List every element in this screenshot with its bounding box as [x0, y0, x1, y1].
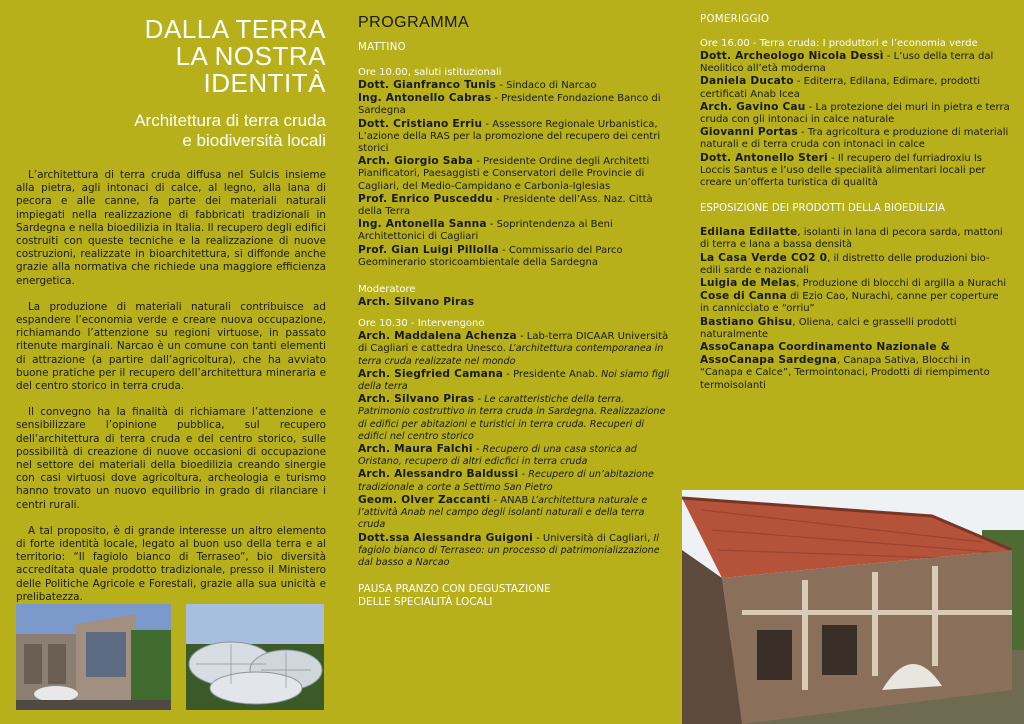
speaker-name: Arch. Gavino Cau — [700, 100, 806, 113]
speaker-entry — [358, 443, 674, 468]
speaker-name: Dott.ssa Alessandra Guigoni — [358, 531, 533, 544]
speaker-role: - Editerra, Edilana, Edimare, prodotti certificati Anab Icea — [700, 76, 981, 100]
speaker-entry — [358, 155, 674, 193]
speaker-role: - Presidente Fondazione Banco di Sardegna — [358, 93, 661, 117]
speaker-entry — [358, 218, 674, 243]
speaker-name: Giovanni Portas — [700, 126, 798, 139]
morning-label: MATTINO — [358, 42, 406, 53]
exhibitor-name: Bastiano Ghisu — [700, 315, 793, 328]
speaker-role: - La protezione dei muri in pietra e terra cruda con gli intonaci in calce naturale — [700, 101, 1010, 126]
speaker-role: - ANAB — [490, 494, 532, 506]
exhibitor-desc: , Oliena, calci e grasselli prodotti naturalmente — [700, 316, 957, 340]
exhibitor-name: AssoCanapa Coordinamento Nazionale & AssoCanapa Sardegna — [700, 341, 951, 367]
lunch-break-note — [358, 583, 674, 609]
exhibitor-desc: , isolanti in lana di pecora sarda, mattoni di terra e lana a bassa densità — [700, 227, 1003, 251]
speaker-role: - Assessore Regionale Urbanistica, L’azione della RAS per la promozione del recupero dei centri storici — [358, 118, 661, 155]
exhibitor-desc: , il distretto delle produzioni bio-edili sarde e nazionali — [700, 252, 990, 276]
speaker-entry — [700, 75, 1010, 100]
eden-domes-photo — [186, 604, 324, 710]
talk-title: Recupero di un’abitazione tradizionale a corte a Settimo San Pietro — [358, 469, 654, 493]
speaker-name: Arch. Alessandro Baldussi — [358, 468, 519, 481]
speaker-entry — [358, 244, 674, 269]
exhibitor-entry — [700, 226, 1010, 251]
speaker-name: Geom. Olver Zaccanti — [358, 493, 491, 506]
speaker-name: Dott. Antonello Steri — [700, 151, 828, 164]
speaker-role: - Presidente Anab. — [503, 368, 602, 380]
speaker-name: Arch. Silvano Piras — [358, 393, 475, 406]
speaker-entry — [358, 193, 674, 218]
speaker-name: Prof. Enrico Pusceddu — [358, 192, 493, 205]
speaker-name: Daniela Ducato — [700, 75, 794, 88]
subtitle-line: Architettura di terra cruda — [134, 111, 326, 130]
title-line: IDENTITÀ — [203, 68, 326, 98]
speaker-role: - Soprintendenza ai Beni Architettonici di Cagliari — [358, 219, 613, 243]
session-label: Ore 10.00, saluti istituzionali — [358, 67, 502, 78]
exhibitor-entry — [700, 341, 1010, 392]
exhibitor-name: Cose di Canna — [700, 290, 787, 303]
speaker-role: - Università di Cagliari, — [532, 532, 654, 544]
exhibitor-entry — [700, 316, 1010, 341]
speaker-name: Prof. Gian Luigi Pillolla — [358, 243, 499, 256]
brochure-subtitle — [16, 111, 326, 151]
speaker-entry — [700, 126, 1010, 151]
speaker-role: - — [518, 469, 529, 481]
speaker-entry — [358, 532, 674, 570]
intro-paragraph: L’architettura di terra cruda diffusa nel Sulcis insieme alla pietra, agli intonaci di calce, al legno, alla lana di pecora e alle canne, fa parte dei materiali naturali impiegati nella realizzazione di fabbricati tradizionali in Sardegna e nella bioedilizia in Italia. Il recupero degli edifici costruiti con queste tecniche e la realizzazione di nuove costruzioni, realizzate in bioarchitettura, si diffonde anche grazie alla normativa che richiede una maggiore efficienza energetica. — [16, 169, 326, 287]
moderator-name: Arch. Silvano Piras — [358, 296, 475, 309]
speaker-role: - Sindaco di Narcao — [496, 80, 597, 91]
exhibitor-desc: , Produzione di blocchi di argilla a Nurachi — [796, 278, 1007, 290]
speaker-name: Dott. Cristiano Erriu — [358, 117, 483, 130]
intro-paragraph: A tal proposito, è di grande interesse un altro elemento di forte identità locale, legato al buon uso della terra e al territorio: “Il fagiolo bianco di Terraseo”, bio diversità accreditata quale prodotto tradizionale, presso il Ministero delle Politiche Agricole e Forestali, grazie alla sua unicità e prelibatezza. — [16, 524, 326, 603]
speaker-entry — [700, 50, 1010, 75]
speaker-entry — [358, 92, 674, 117]
speaker-role: - Commissario del Parco Geominerario storicoambientale della Sardegna — [358, 244, 623, 268]
talk-title: Le caratteristiche della terra. Patrimonio costruttivo in terra cruda in Sardegna. Realizzazione di edifici per abitazioni e turistici in terra cruda. Recuperi di edifici nel centro storico — [358, 394, 666, 442]
speaker-role: - Lab-terra DICAAR Università di Cagliari e cattedra Unesco. — [358, 331, 669, 355]
moderator-entry — [358, 296, 674, 309]
closing-line: DELLE SPECIALITÀ LOCALI — [358, 596, 493, 609]
speaker-entry — [358, 118, 674, 156]
talk-title: Il fagiolo bianco di Terraseo: un processo di patrimonializzazione dal basso a Narcao — [358, 532, 660, 568]
speaker-role: - — [472, 444, 483, 456]
intro-paragraph: Il convegno ha la finalità di richiamare l’attenzione e sensibilizzare l’opinione pubblica, sul recupero dell’architettura di terra cruda e del centro storico, sulle possibilità di creazione di nuove occasioni di occupazione nel settore dei materiali della bioedilizia creando sinergie con casi virtuosi dove agricoltura, archeologia e turismo hanno trovato un nuovo equilibrio in grado di rilanciare i centri rurali. — [16, 406, 326, 511]
speaker-role: - — [474, 394, 485, 406]
building-photo — [16, 604, 171, 710]
speaker-entry — [700, 101, 1010, 126]
speaker-entry — [358, 494, 674, 532]
session-label: Ore 10.30 - Intervengono — [358, 318, 485, 330]
program-column — [352, 0, 684, 724]
speaker-role: - Il recupero del furriadroxiu Is Loccis Santus e l’uso delle specialità alimentari locali per creare un’offerta turistica di qualità — [700, 152, 986, 189]
exhibitor-entry — [700, 290, 1010, 315]
speaker-entry — [358, 330, 674, 368]
speaker-name: Dott. Archeologo Nicola Dessì — [700, 50, 884, 62]
speaker-name: Arch. Giorgio Saba — [358, 155, 474, 168]
afternoon-label: POMERIGGIO — [700, 14, 770, 25]
speaker-entry — [358, 79, 674, 92]
talk-title: Noi siamo figli della terra — [358, 368, 670, 393]
closing-line: PAUSA PRANZO CON DEGUSTAZIONE — [358, 583, 551, 596]
speaker-entry — [358, 393, 674, 443]
speaker-entry — [358, 468, 674, 493]
talk-title: Recupero di una casa storica ad Oristano, recupero di altri edicfici in terra cruda — [358, 444, 637, 468]
exhibitor-name: Edilana Edilatte — [700, 226, 798, 239]
exhibitor-name: La Casa Verde CO2 0 — [700, 251, 828, 264]
exhibitor-desc: di Ezio Cao, Nurachi, canne per coperture in canniccìato e “orriu” — [700, 291, 999, 315]
speaker-name: Arch. Siegfried Camana — [358, 367, 504, 380]
speaker-entry — [700, 152, 1010, 190]
brochure-title — [16, 16, 326, 97]
program-heading: PROGRAMMA — [358, 14, 470, 31]
intro-paragraph: La produzione di materiali naturali contribuisce ad espandere l’economia verde e creare nuova occupazione, richiamando l’attenzione su regioni virtuose, in passato ritenute marginali. Narcao è un comune con tanti elementi di attrazione (a partire dall’agricoltura), che ha avviato buone pratiche per il recupero dell’architettura mineraria e del centro storico in terra cruda. — [16, 300, 326, 393]
exhibitor-entry — [700, 252, 1010, 277]
moderator-label: Moderatore — [358, 284, 416, 296]
speaker-name: Ing. Antonella Sanna — [358, 218, 487, 231]
title-line: DALLA TERRA — [144, 14, 326, 44]
exhibitor-desc: , Canapa Sativa, Blocchi in “Canapa e Calce”, Termointonaci, Prodotti di riempimento termoisolanti — [700, 355, 990, 391]
speaker-role: - Presidente Ordine degli Architetti Pianificatori, Paesaggisti e Conservatori delle Provincie di Cagliari, del Medio-Campidano e Carbonia-Iglesias — [358, 156, 650, 192]
talk-title: L’architettura naturale e l’attività Anab nel campo degli isolanti naturali e della terra cruda — [358, 494, 648, 531]
speaker-name: Arch. Maddalena Achenza — [358, 330, 517, 343]
speaker-role: - L’uso della terra dal Neolitico all’età moderna — [700, 51, 994, 75]
title-line: LA NOSTRA — [175, 41, 326, 71]
speaker-name: Dott. Gianfranco Tunis — [358, 79, 497, 91]
talk-title: L’architettura contemporanea in terra cruda realizzate nel mondo — [358, 343, 664, 367]
expo-label: ESPOSIZIONE DEI PRODOTTI DELLA BIOEDILIZIA — [700, 203, 945, 215]
exhibitor-name: Luigia de Melas — [700, 277, 797, 290]
speaker-role: - Presidente dell’Ass. Naz. Città della Terra — [358, 193, 653, 218]
speaker-entry — [358, 368, 674, 393]
exhibitor-entry — [700, 277, 1010, 290]
speaker-name: Ing. Antonello Cabras — [358, 92, 492, 105]
speaker-name: Arch. Maura Falchi — [358, 443, 473, 456]
speaker-role: - Tra agricoltura e produzione di materiali naturali e di terra cruda con intonaci in calce — [700, 127, 1009, 151]
session-label: Ore 16.00 - Terra cruda: I produttori e l’economia verde — [700, 38, 978, 49]
subtitle-line: e biodiversità locali — [182, 131, 326, 150]
earth-house-photo — [682, 490, 1024, 724]
